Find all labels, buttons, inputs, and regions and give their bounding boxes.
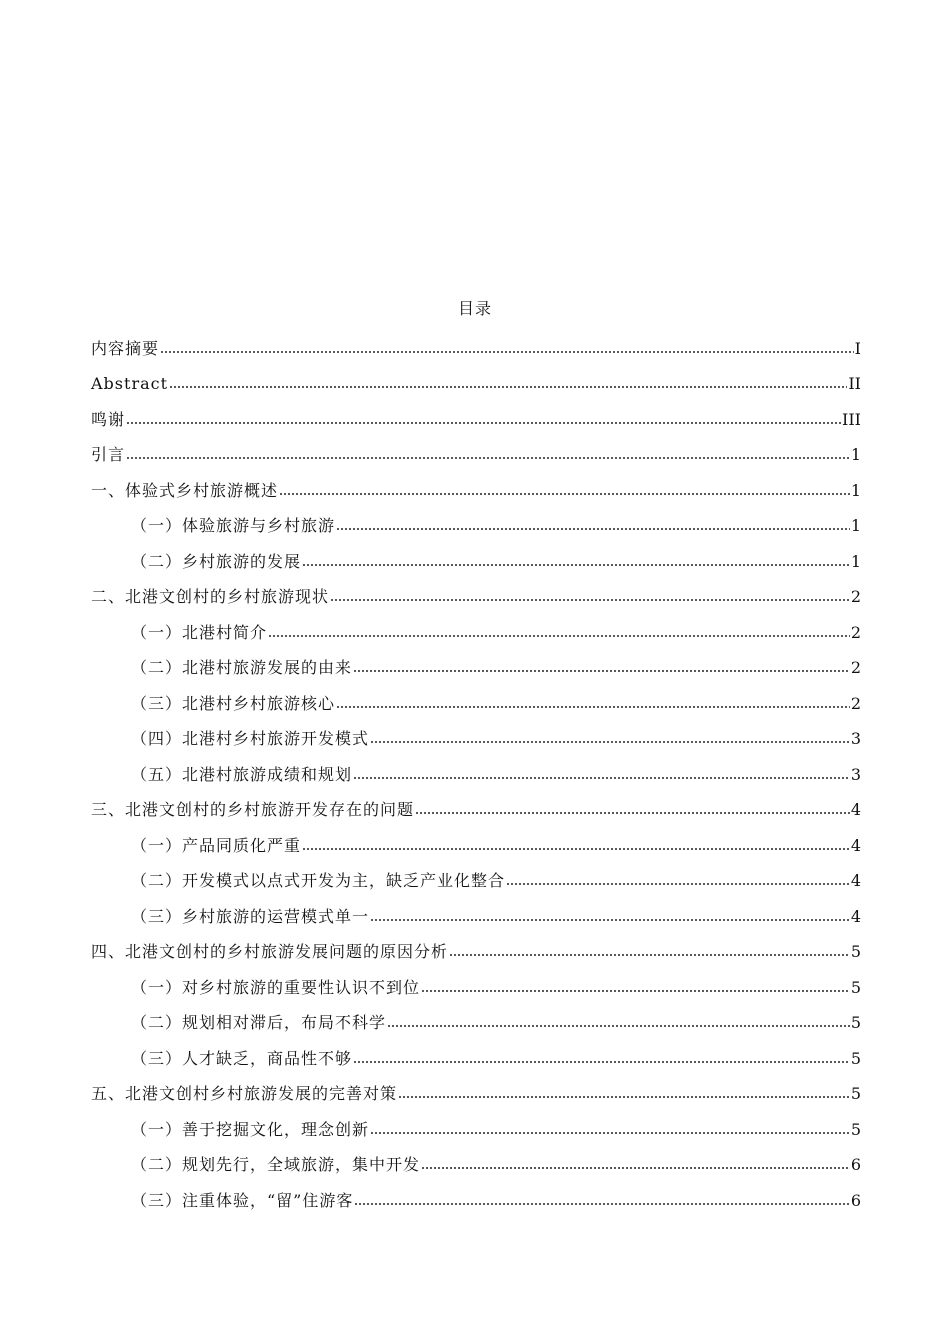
toc-entry-title: 一、体验式乡村旅游概述	[91, 480, 279, 500]
toc-entry-page-number: 5	[850, 942, 861, 961]
toc-entry-page-number: 2	[850, 622, 861, 642]
toc-entry[interactable]	[91, 468, 861, 504]
toc-entry-page-number: 5	[850, 977, 861, 997]
toc-entry-page-number: II	[848, 374, 861, 393]
toc-dot-leader	[330, 598, 850, 602]
toc-entry[interactable]	[91, 539, 861, 575]
toc-dot-leader	[302, 847, 850, 851]
toc-dot-leader	[370, 918, 850, 922]
toc-entry[interactable]	[91, 930, 861, 966]
toc-entry-title: （三）北港村乡村旅游核心	[131, 693, 336, 713]
toc-entry[interactable]	[91, 681, 861, 717]
toc-entry-page-number: 5	[850, 1013, 861, 1032]
toc-entry-title: Abstract	[91, 374, 169, 393]
toc-dot-leader	[336, 705, 850, 709]
toc-entry-title: （四）北港村乡村旅游开发模式	[131, 729, 370, 748]
toc-entry[interactable]	[91, 504, 861, 540]
toc-entry[interactable]	[91, 965, 861, 1001]
toc-dot-leader	[353, 669, 850, 673]
toc-dot-leader	[353, 776, 850, 780]
toc-dot-leader	[370, 1131, 850, 1135]
toc-entry[interactable]	[91, 397, 861, 433]
toc-entry-page-number: 4	[850, 871, 861, 890]
toc-dot-leader	[126, 421, 841, 425]
toc-entry[interactable]	[91, 1036, 861, 1072]
toc-entry-title: 内容摘要	[91, 338, 160, 358]
toc-entry[interactable]	[91, 646, 861, 682]
toc-entry-title: （一）善于挖掘文化，理念创新	[131, 1119, 370, 1139]
toc-entry-page-number: 1	[850, 516, 861, 535]
toc-entry[interactable]	[91, 788, 861, 824]
toc-dot-leader	[302, 563, 850, 567]
toc-entry-title: （二）规划先行，全域旅游，集中开发	[131, 1155, 421, 1174]
toc-entry-title: （一）产品同质化严重	[131, 835, 302, 855]
toc-entry[interactable]	[91, 575, 861, 611]
toc-dot-leader	[169, 385, 847, 389]
toc-title: 目录	[457, 299, 492, 318]
toc-dot-leader	[268, 634, 850, 638]
toc-entry-title: 引言	[91, 445, 126, 464]
toc-entry-title: （三）注重体验，“留”住游客	[131, 1190, 354, 1210]
toc-entry-page-number: 5	[850, 1084, 861, 1103]
toc-entry[interactable]	[91, 326, 861, 362]
toc-entry-page-number: 4	[850, 906, 861, 926]
toc-entry[interactable]	[91, 717, 861, 753]
toc-entry-title: 五、北港文创村乡村旅游发展的完善对策	[91, 1084, 398, 1103]
toc-entry-page-number: 4	[850, 800, 861, 819]
toc-dot-leader	[421, 989, 850, 993]
toc-dot-leader	[506, 882, 850, 886]
toc-entry-page-number: 2	[850, 693, 861, 713]
toc-entry-page-number: 5	[850, 1119, 861, 1139]
toc-dot-leader	[449, 953, 850, 957]
toc-entry[interactable]	[91, 859, 861, 895]
toc-entry[interactable]	[91, 823, 861, 859]
toc-entry-page-number: I	[854, 338, 861, 358]
toc-entry-title: （一）体验旅游与乡村旅游	[131, 516, 336, 535]
toc-entry-title: （二）规划相对滞后，布局不科学	[131, 1013, 387, 1032]
toc-dot-leader	[336, 527, 850, 531]
toc-dot-leader	[421, 1166, 850, 1170]
toc-entry-title: 二、北港文创村的乡村旅游现状	[91, 587, 330, 606]
toc-entry[interactable]	[91, 1143, 861, 1179]
table-of-contents	[91, 326, 861, 1214]
toc-dot-leader	[398, 1095, 850, 1099]
toc-entry-title: （二）开发模式以点式开发为主，缺乏产业化整合	[131, 871, 506, 890]
toc-entry[interactable]	[91, 610, 861, 646]
toc-entry-page-number: 2	[850, 587, 861, 606]
toc-entry-page-number: 3	[850, 729, 861, 748]
toc-dot-leader	[279, 492, 850, 496]
toc-dot-leader	[370, 740, 850, 744]
toc-entry-title: （三）人才缺乏，商品性不够	[131, 1048, 353, 1068]
toc-entry-page-number: 3	[850, 764, 861, 784]
toc-entry-title: （五）北港村旅游成绩和规划	[131, 764, 353, 784]
toc-entry[interactable]	[91, 752, 861, 788]
toc-dot-leader	[126, 456, 850, 460]
toc-entry-page-number: 1	[850, 551, 861, 571]
toc-entry[interactable]	[91, 1072, 861, 1108]
toc-entry-title: （一）北港村简介	[131, 622, 268, 642]
toc-entry-title: 鸣谢	[91, 409, 126, 429]
toc-entry-page-number: 5	[850, 1048, 861, 1068]
toc-entry-page-number: 1	[850, 445, 861, 464]
toc-dot-leader	[415, 811, 850, 815]
toc-entry-title: （三）乡村旅游的运营模式单一	[131, 906, 370, 926]
toc-entry-title: （一）对乡村旅游的重要性认识不到位	[131, 977, 421, 997]
toc-entry-title: 四、北港文创村的乡村旅游发展问题的原因分析	[91, 942, 449, 961]
toc-entry-page-number: 4	[850, 835, 861, 855]
toc-entry-title: （二）乡村旅游的发展	[131, 551, 302, 571]
toc-entry[interactable]	[91, 433, 861, 469]
toc-entry-page-number: 6	[850, 1155, 861, 1174]
toc-entry-page-number: 2	[850, 658, 861, 677]
toc-entry-title: 三、北港文创村的乡村旅游开发存在的问题	[91, 800, 415, 819]
toc-entry-title: （二）北港村旅游发展的由来	[131, 658, 353, 677]
toc-dot-leader	[353, 1060, 850, 1064]
toc-dot-leader	[387, 1024, 850, 1028]
toc-dot-leader	[354, 1202, 849, 1206]
toc-entry[interactable]	[91, 894, 861, 930]
toc-entry[interactable]	[91, 1178, 861, 1214]
toc-entry[interactable]	[91, 1001, 861, 1037]
toc-dot-leader	[160, 350, 854, 354]
toc-entry[interactable]	[91, 362, 861, 398]
toc-entry-page-number: III	[842, 409, 861, 429]
toc-entry-page-number: 6	[850, 1190, 861, 1210]
toc-entry-page-number: 1	[850, 480, 861, 500]
toc-entry[interactable]	[91, 1107, 861, 1143]
